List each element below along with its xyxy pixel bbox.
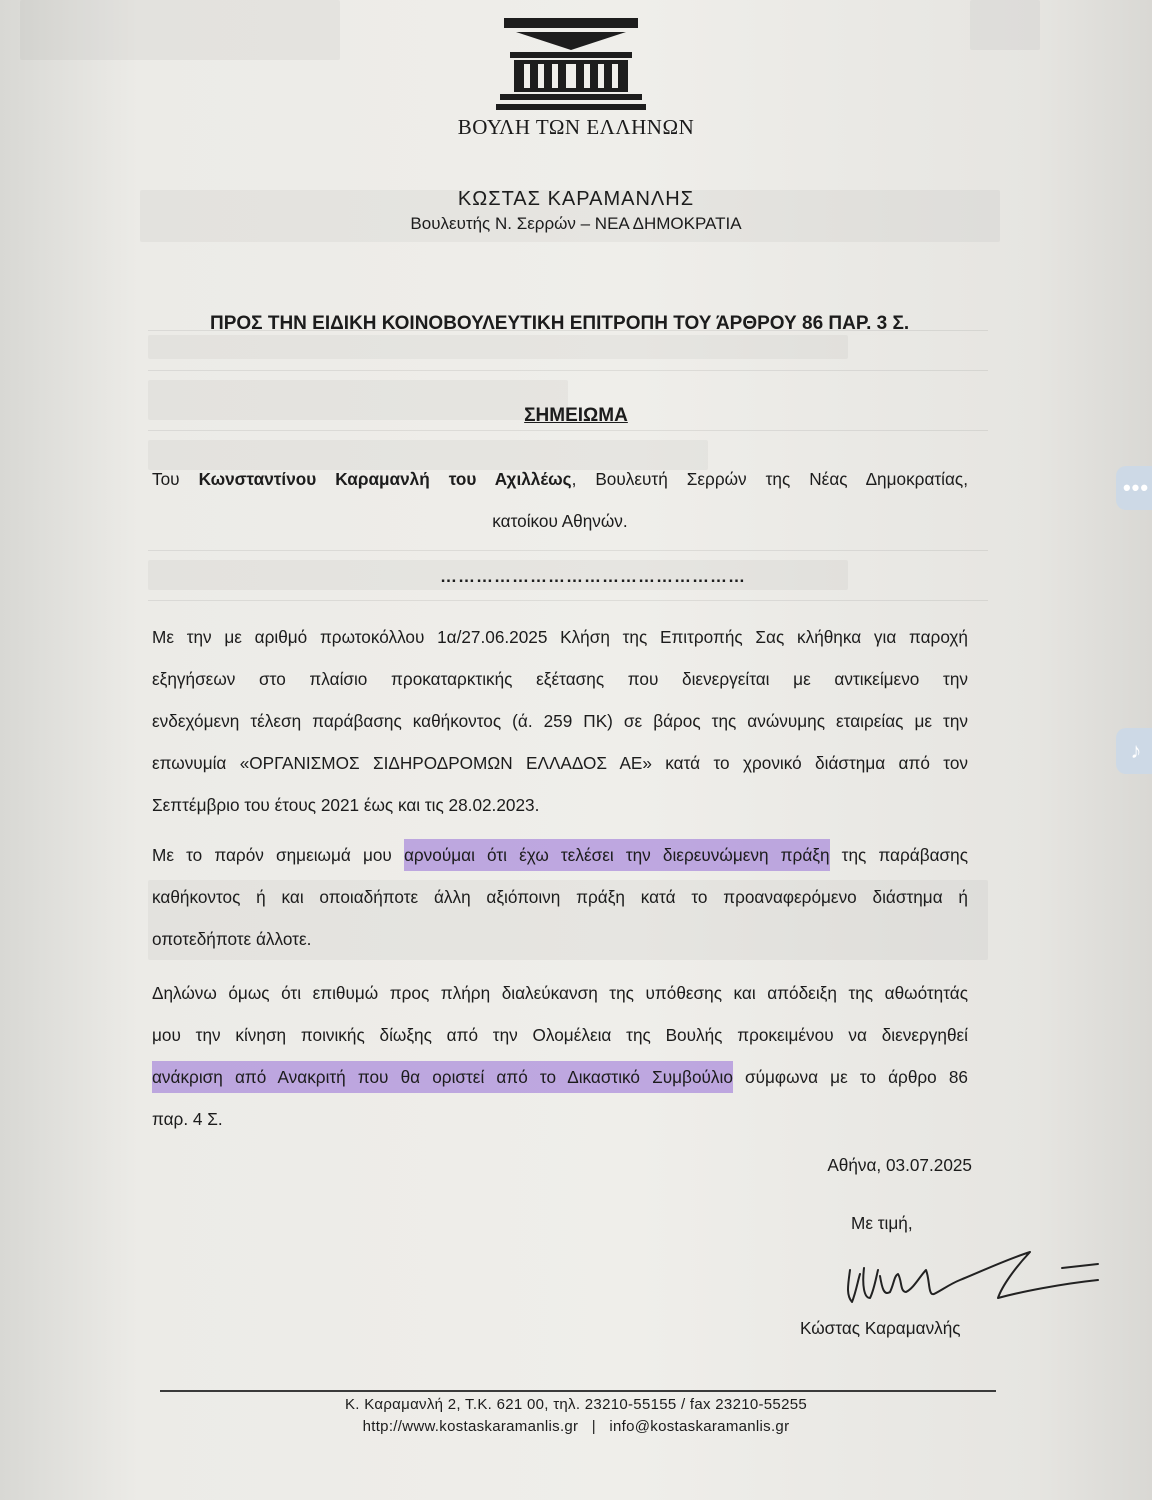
- music-note-icon: ♪: [1130, 738, 1142, 763]
- text-line: Με το παρόν σημειωμά μου αρνούμαι ότι έχω τελέσει την διερευνώμενη πράξη της παράβασης: [152, 834, 968, 876]
- handwritten-signature: [830, 1240, 1110, 1320]
- bleed-through: [148, 430, 988, 431]
- bleed-through: [148, 550, 988, 551]
- text-line: Σεπτέμβριο του έτους 2021 έως και τις 28.02.2023.: [152, 795, 540, 815]
- separator-dots: ……………………………………………: [440, 567, 746, 586]
- text-line: ανάκριση από Ανακριτή που θα οριστεί από το Δικαστικό Συμβούλιο σύμφωνα με το άρθρο 86: [152, 1056, 968, 1098]
- bleed-through: [970, 0, 1040, 50]
- footer-website[interactable]: http://www.kostaskaramanlis.gr: [362, 1418, 579, 1435]
- more-options-button[interactable]: [1116, 466, 1152, 510]
- parliament-building-icon: [496, 14, 646, 114]
- closing-regards: Με τιμή,: [851, 1213, 913, 1233]
- bleed-through: [148, 335, 848, 359]
- music-button[interactable]: [1116, 728, 1152, 774]
- text-line: επωνυμία «ΟΡΓΑΝΙΣΜΟΣ ΣΙΔΗΡΟΔΡΟΜΩΝ ΕΛΛΑΔΟΣ ΑΕ» κατά το χρονικό διάστημα από τον: [152, 753, 968, 773]
- highlight-investigation: ανάκριση από Ανακριτή που θα οριστεί από το Δικαστικό Συμβούλιο: [152, 1061, 733, 1093]
- text-line: μου την κίνηση ποινικής δίωξης από την Ολομέλεια της Βουλής προκειμένου να διενεργηθεί: [152, 1025, 968, 1045]
- footer-separator: |: [591, 1418, 596, 1435]
- paragraph-summons: [152, 616, 968, 826]
- addressee-heading: ΠΡΟΣ ΤΗΝ ΕΙΔΙΚΗ ΚΟΙΝΟΒΟΥΛΕΥΤΙΚΗ ΕΠΙΤΡΟΠΗ ΤΟΥ ΆΡΘΡΟΥ 86 ΠΑΡ. 3 Σ.: [210, 313, 910, 334]
- institution-name: ΒΟΥΛΗ ΤΩΝ ΕΛΛΗΝΩΝ: [457, 115, 695, 139]
- intro-line: κατοίκου Αθηνών.: [492, 511, 628, 531]
- text-line: Δηλώνω όμως ότι επιθυμώ προς πλήρη διαλεύκανση της υπόθεσης και απόδειξη της αθωότητάς: [152, 983, 968, 1003]
- text-line: παρ. 4 Σ.: [152, 1109, 223, 1129]
- place-date: Αθήνα, 03.07.2025: [827, 1155, 972, 1175]
- person-name: Κωνσταντίνου Καραμανλή του Αχιλλέως: [198, 469, 572, 489]
- bleed-through: [148, 370, 988, 371]
- text-line: καθήκοντος ή και οποιαδήποτε άλλη αξιόποινη πράξη κατά το προαναφερόμενο διάστημα ή: [152, 887, 968, 907]
- footer-divider: [160, 1390, 996, 1392]
- text-line: ενδεχόμενη τέλεση παράβασης καθήκοντος (ά. 259 ΠΚ) σε βάρος της ανώνυμης εταιρείας με την: [152, 711, 968, 731]
- intro-line: Του Κωνσταντίνου Καραμανλή του Αχιλλέως, Βουλευτή Σερρών της Νέας Δημοκρατίας,: [152, 469, 968, 489]
- paragraph-request: [152, 972, 968, 1140]
- signer-name: Κώστας Καραμανλής: [800, 1318, 961, 1338]
- text-line: οποτεδήποτε άλλοτε.: [152, 929, 312, 949]
- highlight-denial: αρνούμαι ότι έχω τελέσει την διερευνώμενη πράξη: [404, 839, 830, 871]
- paragraph-denial: [152, 834, 968, 960]
- footer-address: Κ. Καραμανλή 2, Τ.Κ. 621 00, τηλ. 23210-55155 / fax 23210-55255: [344, 1396, 808, 1413]
- footer-email[interactable]: info@kostaskaramanlis.gr: [609, 1418, 790, 1435]
- memo-title: ΣΗΜΕΙΩΜΑ: [524, 405, 628, 426]
- footer-contacts: [0, 1418, 1152, 1435]
- more-dots-icon: •••: [1122, 475, 1150, 500]
- bleed-through: [20, 0, 340, 60]
- mp-name: ΚΩΣΤΑΣ ΚΑΡΑΜΑΝΛΗΣ: [457, 188, 695, 210]
- bleed-through: [148, 600, 988, 601]
- mp-title: Βουλευτής Ν. Σερρών – ΝΕΑ ΔΗΜΟΚΡΑΤΙΑ: [410, 214, 742, 233]
- text-line: εξηγήσεων στο πλαίσιο προκαταρκτικής εξέτασης που διενεργείται με αντικείμενο την: [152, 669, 968, 689]
- intro-paragraph: [152, 458, 968, 542]
- text-line: Με την με αριθμό πρωτοκόλλου 1α/27.06.2025 Κλήση της Επιτροπής Σας κλήθηκα για παροχή: [152, 627, 968, 647]
